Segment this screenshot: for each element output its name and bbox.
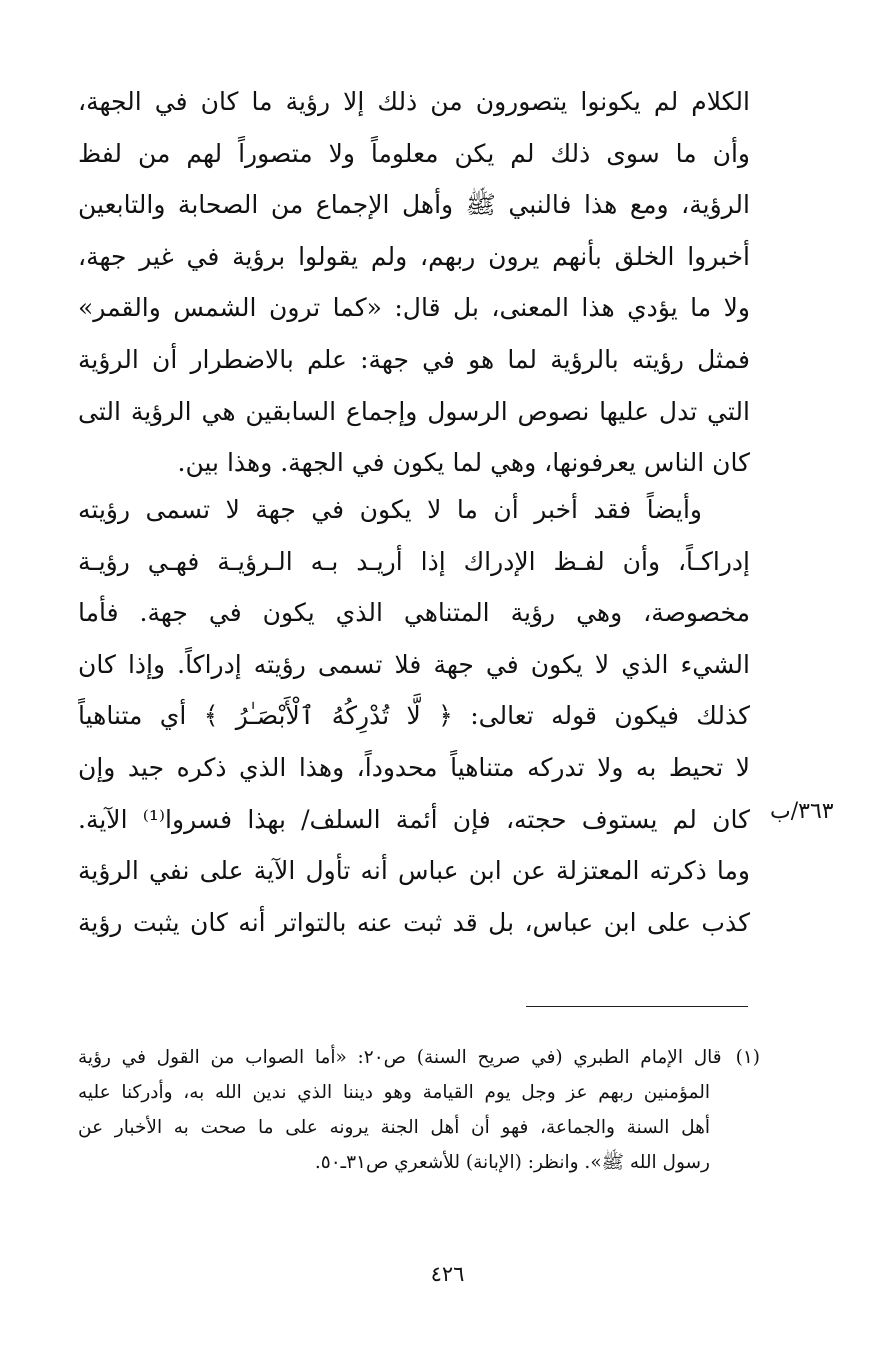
footnote-marker: (١) — [735, 1047, 760, 1068]
footnote-divider — [526, 1006, 748, 1007]
footnote-line — [78, 1040, 760, 1075]
text-line-footnote-ref: كان لم يستوف حجته، فإن أئمة السلف/ بهذا فسروا⁽¹⁾ الآية. — [78, 804, 750, 834]
text-line: كان الناس يعرفونها، وهي لما يكون في الجهة. وهذا بين. — [177, 448, 750, 478]
text-line: الرؤية، ومع هذا فالنبي ﷺ وأهل الإجماع من الصحابة والتابعين — [78, 190, 750, 220]
paragraph-2 — [78, 484, 750, 948]
footnote-line: رسول الله ﷺ». وانظر: (الإبانة) للأشعري ص٣١ـ٥٠. — [314, 1152, 710, 1173]
text-line-hadith-quote: ولا ما يؤدي هذا المعنى، بل قال: «كما ترون الشمس والقمر» — [78, 293, 750, 323]
footnotes — [78, 1040, 760, 1180]
text-line: الشيء الذي لا يكون في جهة فلا تسمى رؤيته إدراكاً. وإذا كان — [78, 649, 750, 679]
page-number: ٤٢٦ — [430, 1262, 465, 1286]
text-line: التي تدل عليها نصوص الرسول وإجماع السابقين هي الرؤية التى — [78, 396, 750, 426]
text-line: إدراكـاً، وأن لفـظ الإدراك إذا أريـد بـه الـرؤيـة فهـي رؤيـة — [78, 546, 750, 576]
text-line: أخبروا الخلق بأنهم يرون ربهم، ولم يقولوا برؤية في غير جهة، — [78, 241, 750, 271]
footnote-line: المؤمنين ربهم عز وجل يوم القيامة وهو ديننا الذي ندين الله به، وأدركنا عليه — [78, 1082, 710, 1103]
text-line: لا تحيط به ولا تدركه متناهياً محدوداً، وهذا الذي ذكره جيد وإن — [78, 752, 750, 782]
text-line: كذب على ابن عباس، بل قد ثبت عنه بالتواتر أنه كان يثبت رؤية — [78, 907, 750, 937]
text-line: وأن ما سوى ذلك لم يكن معلوماً ولا متصوراً لهم من لفظ — [78, 138, 750, 168]
paragraph-1 — [78, 76, 750, 489]
text-line: مخصوصة، وهي رؤية المتناهي الذي يكون في جهة. فأما — [78, 598, 750, 628]
text-line: وأيضاً فقد أخبر أن ما لا يكون في جهة لا تسمى رؤيته — [78, 495, 702, 524]
text-line-quran-verse: كذلك فيكون قوله تعالى: ﴿ لَّا تُدْرِكُهُ ٱلْأَبْصَـٰرُ ﴾ أي متناهياً — [78, 701, 750, 731]
text-line: الكلام لم يكونوا يتصورون من ذلك إلا رؤية ما كان في الجهة، — [78, 87, 750, 116]
footnote-line: أهل السنة والجماعة، فهو أن أهل الجنة يرونه على ما صحت به الأخبار عن — [78, 1117, 710, 1138]
text-line: فمثل رؤيته بالرؤية لما هو في جهة: علم بالاضطرار أن الرؤية — [78, 344, 750, 374]
footnote-text: قال الإمام الطبري (في صريح السنة) ص٢٠: «أما الصواب من القول في رؤية — [78, 1047, 722, 1068]
text-line: وما ذكرته المعتزلة عن ابن عباس أنه تأول الآية على نفي الرؤية — [78, 856, 750, 886]
manuscript-folio-note: ٣٦٣/ب — [770, 799, 834, 824]
